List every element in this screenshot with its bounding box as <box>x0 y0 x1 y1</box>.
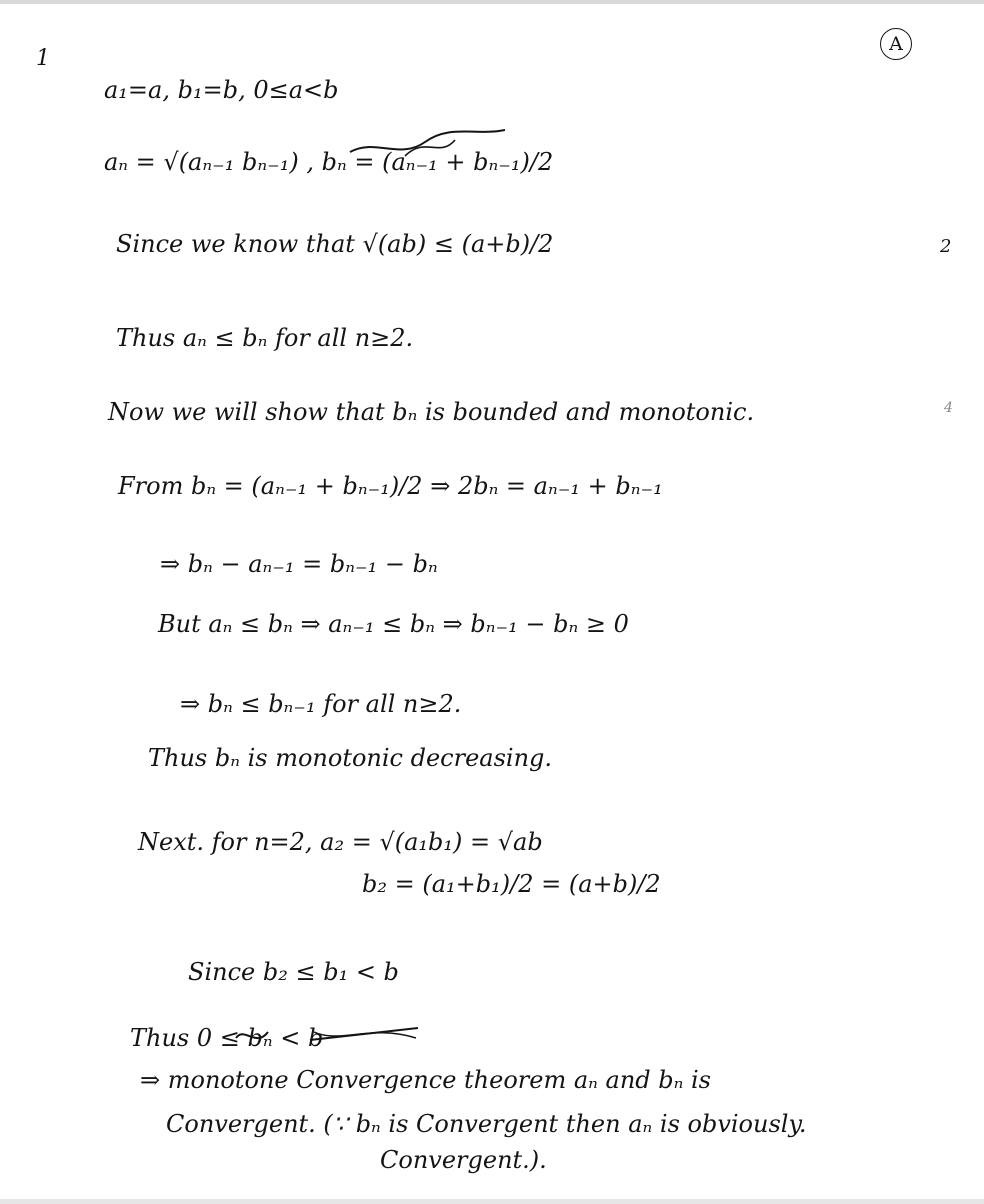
line-show-bounded: Now we will show that bₙ is bounded and monotonic. <box>108 398 755 426</box>
line-bn-le-bn1: ⇒ bₙ ≤ bₙ₋₁ for all n≥2. <box>180 690 462 718</box>
scribble-strikeout <box>345 126 510 166</box>
line-but: But aₙ ≤ bₙ ⇒ aₙ₋₁ ≤ bₙ ⇒ bₙ₋₁ − bₙ ≥ 0 <box>158 610 629 638</box>
line-thus-bounds: Thus 0 ≤ bₙ < b <box>130 1024 324 1052</box>
line-monotonic: Thus bₙ is monotonic decreasing. <box>148 744 553 772</box>
margin-mark-1: 2 <box>940 236 952 257</box>
problem-circle <box>40 44 66 70</box>
line-monotone-convergence: ⇒ monotone Convergence theorem aₙ and bₙ is <box>140 1066 711 1094</box>
scribble-crossed-out <box>230 1020 430 1050</box>
line-recurrence: aₙ = √(aₙ₋₁ bₙ₋₁) , bₙ = (aₙ₋₁ + bₙ₋₁)/2 <box>104 148 554 176</box>
line-am-gm: Since we know that √(ab) ≤ (a+b)/2 <box>116 230 554 258</box>
line-initial-values: a₁=a, b₁=b, 0≤a<b <box>104 76 339 104</box>
line-b2: b₂ = (a₁+b₁)/2 = (a+b)/2 <box>362 870 661 898</box>
line-difference: ⇒ bₙ − aₙ₋₁ = bₙ₋₁ − bₙ <box>160 550 438 578</box>
margin-mark-2: 4 <box>944 400 953 416</box>
line-convergent: Convergent. (∵ bₙ is Convergent then aₙ is obviously. <box>166 1110 807 1138</box>
top-border <box>0 0 984 4</box>
answer-label: A <box>880 28 912 60</box>
line-an-le-bn: Thus aₙ ≤ bₙ for all n≥2. <box>116 324 414 352</box>
problem-number: 1 <box>36 46 50 71</box>
bottom-border <box>0 1199 984 1204</box>
line-since-b2: Since b₂ ≤ b₁ < b <box>188 958 399 986</box>
line-convergent-end: Convergent.). <box>380 1146 547 1174</box>
line-from-bn: From bₙ = (aₙ₋₁ + bₙ₋₁)/2 ⇒ 2bₙ = aₙ₋₁ + bₙ₋₁ <box>118 472 663 500</box>
line-next-a2: Next. for n=2, a₂ = √(a₁b₁) = √ab <box>138 828 543 856</box>
